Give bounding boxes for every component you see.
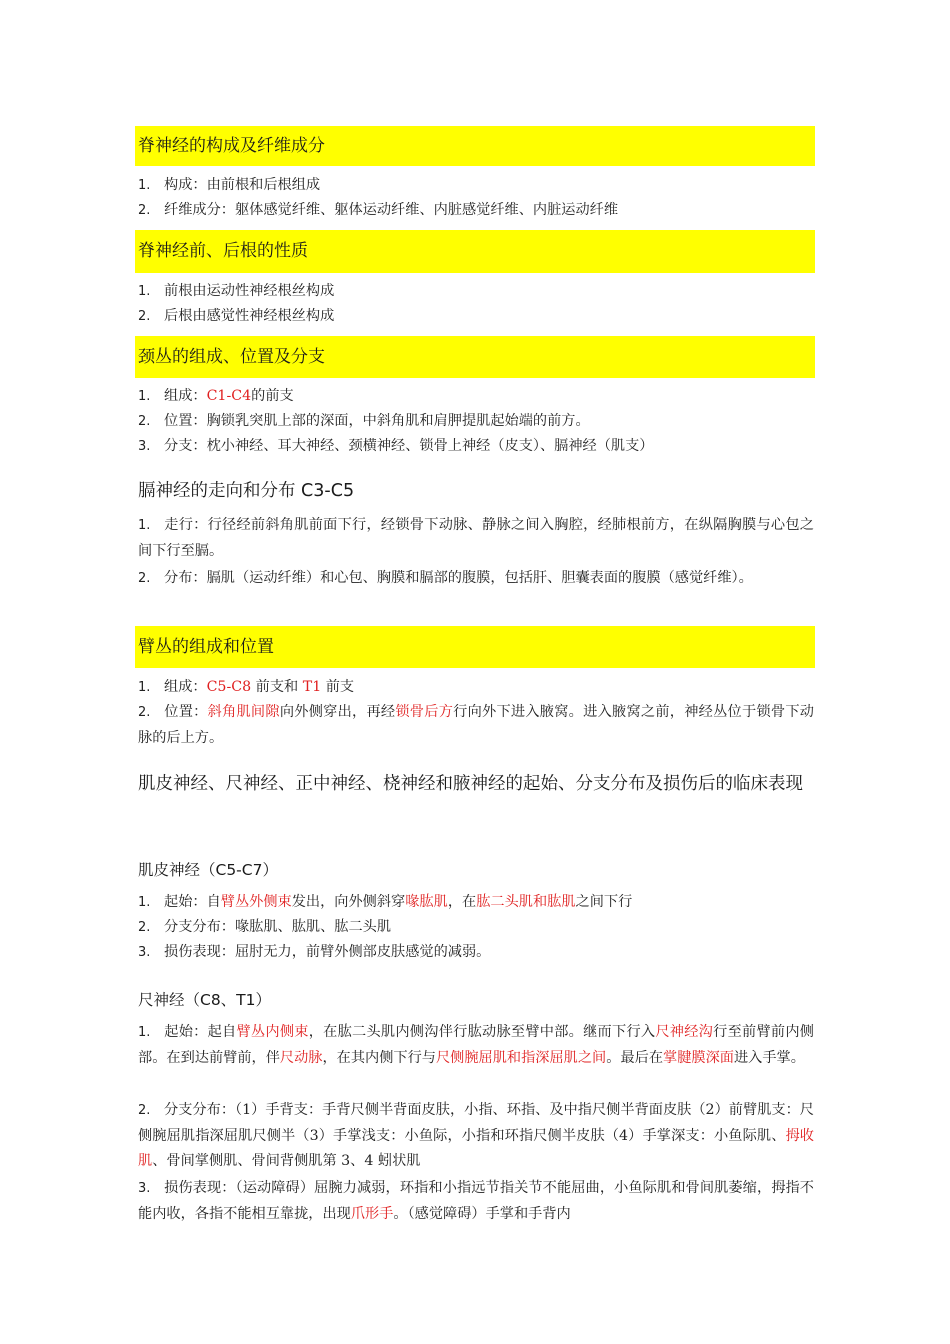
list-item — [138, 198, 818, 223]
highlight-term: 臂丛内侧束 — [236, 1024, 309, 1040]
list-number: 2. — [138, 705, 151, 720]
list-text: 分支：枕小神经、耳大神经、颈横神经、锁骨上神经（皮支）、膈神经（肌支） — [164, 438, 654, 454]
paragraph-text: 、骨间掌侧肌、骨间背侧肌第 3、4 蚓状肌 — [152, 1153, 421, 1169]
highlight-term: C1-C4 — [206, 388, 252, 404]
highlight-term: 喙肱肌 — [405, 894, 448, 910]
list-text: ，在 — [447, 894, 477, 910]
paragraph-text: 位置： — [164, 704, 208, 720]
highlight-term: 锁骨后方 — [395, 704, 454, 720]
paragraph-item — [138, 1098, 814, 1175]
list-item — [138, 173, 818, 198]
list-item — [138, 409, 818, 434]
list-item — [138, 675, 818, 700]
list-text: 前根由运动性神经根丝构成 — [164, 283, 335, 299]
list-item — [138, 890, 818, 915]
highlight-term: 尺神经沟 — [655, 1024, 714, 1040]
section-heading-brachial-plexus: 臂丛的组成和位置 — [135, 626, 815, 668]
list-number: 3. — [138, 439, 151, 454]
section-heading-cervical-plexus: 颈丛的组成、位置及分支 — [135, 336, 815, 378]
highlight-term: 掌腱膜深面 — [663, 1049, 734, 1066]
paragraph-text: 。最后在 — [606, 1049, 664, 1066]
list-text: 起始：自 — [164, 894, 221, 910]
list-number: 2. — [138, 414, 151, 429]
paragraph-text: ，在肱二头肌内侧沟伴行肱动脉至臂中部。继而下行入 — [308, 1024, 656, 1040]
list-number: 1. — [138, 680, 151, 695]
list-number: 1. — [138, 389, 151, 404]
list-text: 之间下行 — [575, 894, 633, 910]
list-number: 2. — [138, 1103, 151, 1118]
subsection-heading-musculocutaneous: 肌皮神经（C5-C7） — [138, 861, 278, 879]
highlight-term: 尺动脉 — [279, 1049, 323, 1066]
list-item — [138, 279, 818, 304]
list-number: 2. — [138, 571, 151, 586]
list-text: 后根由感觉性神经根丝构成 — [164, 308, 335, 324]
subsection-heading-ulnar-nerve: 尺神经（C8、T1） — [138, 991, 272, 1009]
list-text: 损伤表现：屈肘无力，前臂外侧部皮肤感觉的减弱。 — [164, 944, 491, 960]
highlight-term: C5-C8 — [206, 679, 252, 695]
section-heading-root-properties: 脊神经前、后根的性质 — [135, 230, 815, 273]
list-number: 3. — [138, 1181, 151, 1196]
paragraph-item — [138, 1020, 814, 1071]
list-text: 前支和 — [251, 679, 303, 695]
list-item — [138, 384, 818, 409]
list-number: 1. — [138, 1025, 151, 1040]
list-number: 2. — [138, 920, 151, 935]
list-item — [138, 304, 818, 329]
list-text: 发出，向外侧斜穿 — [291, 894, 406, 910]
paragraph-item — [138, 700, 814, 751]
list-text: 分支分布：喙肱肌、肱肌、肱二头肌 — [164, 919, 392, 935]
list-item — [138, 434, 818, 459]
paragraph-text: 分支分布：（1）手背支：手背尺侧半背面皮肤，小指、环指、及中指尺侧半背面皮肤（2）前臂肌支：尺侧腕屈肌指深屈肌尺侧半（3）手掌浅支：小鱼际，小指和环指尺侧半皮肤（4）手掌深支：小鱼际肌、 — [138, 1102, 814, 1144]
list-item — [138, 915, 818, 940]
list-number: 1. — [138, 895, 151, 910]
paragraph-text: 向外侧穿出，再经 — [279, 704, 396, 720]
paragraph-text: 行向外下进入腋窝。进入腋窝之前，神经丛位于锁骨下动脉的后上方。 — [138, 704, 814, 746]
paragraph-item — [138, 513, 814, 564]
highlight-term: 爪形手 — [350, 1205, 394, 1222]
list-number: 1. — [138, 284, 151, 299]
paragraph-text: 行至前臂前内侧部。在到达前臂前，伴 — [138, 1024, 814, 1066]
paragraph-text: 损伤表现：（运动障碍）屈腕力减弱，环指和小指远节指关节不能屈曲，小鱼际肌和骨间肌萎缩，拇指不能内收，各指不能相互靠拢，出现 — [138, 1180, 814, 1222]
paragraph-text: 起始：起自 — [164, 1024, 237, 1040]
list-number: 1. — [138, 178, 151, 193]
list-text: 组成： — [164, 388, 207, 404]
highlight-term: T1 — [302, 679, 322, 695]
highlight-term: 肱二头肌和肱肌 — [476, 894, 576, 910]
paragraph-text: 。（感觉障碍）手掌和手背内 — [393, 1205, 571, 1222]
list-text: 前支 — [321, 679, 355, 695]
section-heading-upper-limb-nerves: 肌皮神经、尺神经、正中神经、桡神经和腋神经的起始、分支分布及损伤后的临床表现 — [138, 774, 803, 794]
list-text: 纤维成分：躯体感觉纤维、躯体运动纤维、内脏感觉纤维、内脏运动纤维 — [164, 202, 619, 218]
list-item — [138, 940, 818, 965]
list-number: 1. — [138, 518, 151, 533]
paragraph-text: 走行：行径经前斜角肌前面下行，经锁骨下动脉、静脉之间入胸腔，经肺根前方，在纵隔胸膜与心包之间下行至膈。 — [138, 517, 814, 559]
section-heading-phrenic-nerve: 膈神经的走向和分布 C3-C5 — [138, 481, 355, 501]
highlight-term: 拇收肌 — [138, 1127, 814, 1169]
paragraph-item — [138, 566, 814, 592]
list-number: 2. — [138, 309, 151, 324]
paragraph-text: 进入手掌。 — [733, 1049, 805, 1066]
highlight-term: 尺侧腕屈肌和指深屈肌之间 — [435, 1049, 607, 1066]
highlight-term: 斜角肌间隙 — [207, 704, 280, 720]
list-text: 构成：由前根和后根组成 — [164, 177, 321, 193]
paragraph-text: 分布：膈肌（运动纤维）和心包、胸膜和膈部的腹膜，包括肝、胆囊表面的腹膜（感觉纤维）。 — [164, 570, 753, 586]
highlight-term: 臂丛外侧束 — [220, 894, 292, 910]
list-text: 的前支 — [251, 388, 294, 404]
list-text: 位置：胸锁乳突肌上部的深面，中斜角肌和肩胛提肌起始端的前方。 — [164, 413, 590, 429]
list-number: 3. — [138, 945, 151, 960]
paragraph-item — [138, 1176, 814, 1227]
list-number: 2. — [138, 203, 151, 218]
section-heading-spinal-nerve-composition: 脊神经的构成及纤维成分 — [135, 126, 815, 166]
paragraph-text: ，在其内侧下行与 — [322, 1049, 436, 1066]
list-text: 组成： — [164, 679, 207, 695]
